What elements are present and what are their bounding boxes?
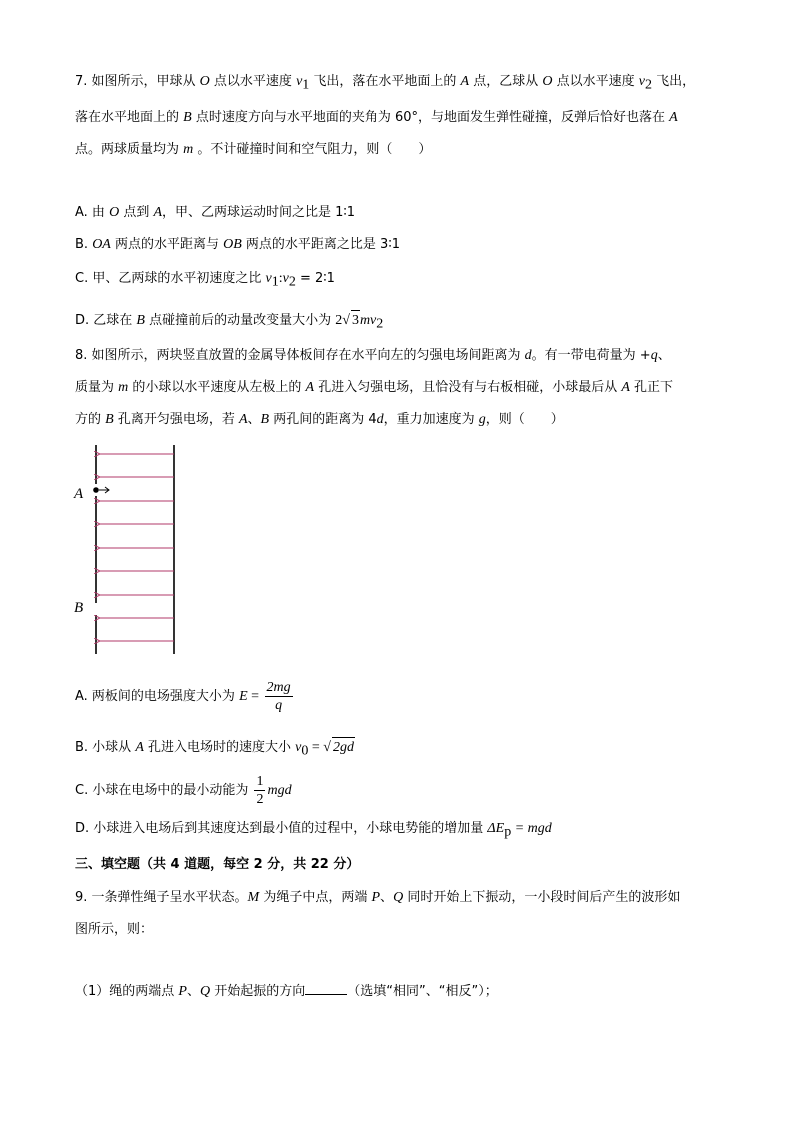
q8-line-3: 方的 B 孔离开匀强电场，若 A、B 两孔间的距离为 4d，重力加速度为 g，则（ ） (75, 412, 564, 427)
q7-line-3: 点。两球质量均为 m 。不计碰撞时间和空气阻力，则（ ） (75, 142, 432, 157)
field-lines (99, 454, 174, 641)
label-a: A (74, 486, 84, 502)
q8-option-c: C. 小球在电场中的最小动能为 $\frac{1}{2}$ mgd (75, 774, 292, 807)
q7-option-b: B. OA 两点的水平距离与 OB 两点的水平距离之比是 3∶1 (75, 237, 400, 252)
q8-line-1: 8. 如图所示，两块竖直放置的金属导体板间存在水平向左的匀强电场间距离为 d。有一带电荷量为 +q、 (75, 348, 671, 363)
section-3-title: 三、填空题（共 4 道题，每空 2 分，共 22 分） (75, 857, 360, 872)
velocity-arrow (99, 487, 109, 493)
q9-line-2: 图所示，则： (75, 922, 154, 937)
ball (93, 487, 99, 493)
q7-option-a: A. 由 O 点到 A，甲、乙两球运动时间之比是 1∶1 (75, 205, 356, 220)
q7-line-1: 7. 如图所示，甲球从 O 点以水平速度 $v_1$ 飞出，落在水平地面上的 A 点，乙球从 O 点以水平速度 $v_2$ 飞出， (75, 74, 696, 93)
q7-option-c: C. 甲、乙两球的水平初速度之比 $v_1:v_2$ = 2∶1 (75, 271, 335, 290)
answer-blank[interactable] (305, 982, 347, 995)
q8-option-b: B. 小球从 A 孔进入电场时的速度大小 $v_0$ = √ 2gd (75, 737, 355, 762)
q8-line-2: 质量为 m 的小球以水平速度从左极上的 A 孔进入匀强电场，且恰没有与右板相碰，小球最后从 A 孔正下 (75, 380, 674, 395)
q8-option-d: D. 小球进入电场后到其速度达到最小值的过程中，小球电势能的增加量 $\Delta E_p$ = mgd (75, 821, 552, 840)
q7-line-2: 落在水平地面上的 B 点时速度方向与水平地面的夹角为 60°，与地面发生弹性碰撞，反弹后恰好也落在 A (75, 110, 678, 125)
q9-subquestion-1: （1）绳的两端点 P、Q 开始起振的方向 （选填“相同”、“相反”）； (75, 984, 498, 999)
q9-line-1: 9. 一条弹性绳子呈水平状态。M 为绳子中点，两端 P、Q 同时开始上下振动，一小段时间后产生的波形如 (75, 890, 681, 905)
q8-option-a: A. 两板间的电场强度大小为 E = $\frac{2mg}{q}$ (75, 680, 291, 713)
electric-field-figure (68, 440, 208, 660)
label-b: B (74, 600, 84, 616)
q7-option-d: D. 乙球在 B 点碰撞前后的动量改变量大小为 2√ $3mv_2$ (75, 310, 383, 335)
